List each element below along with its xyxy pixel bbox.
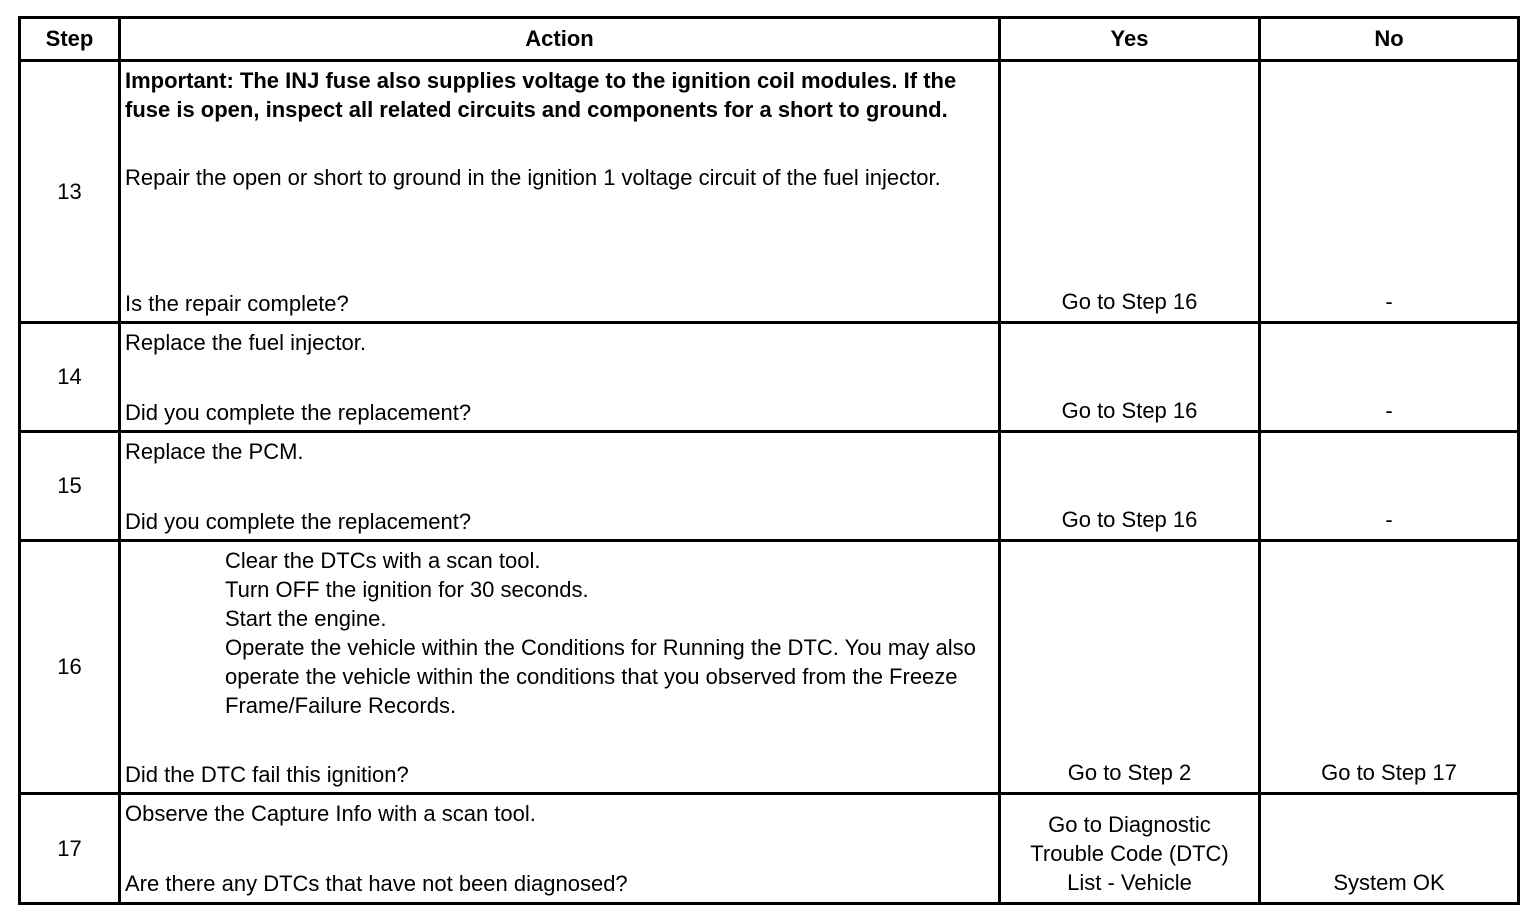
step-number: 14 [57,364,82,389]
important-note: Important: The INJ fuse also supplies voltage to the ignition coil modules. If the fuse is open, inspect all related circuits and components for a short to ground. [125,68,957,122]
no-result: - [1385,398,1393,423]
header-yes: Yes [1110,26,1149,51]
action-instruction: Replace the fuel injector. [125,330,366,355]
yes-result: Go to Step 2 [1067,760,1192,785]
substep: Turn OFF the ignition for 30 seconds. [225,577,589,602]
substep: Start the engine. [225,606,387,631]
step-number: 16 [57,654,82,679]
no-result: - [1385,507,1393,532]
action-instruction: Replace the PCM. [125,439,304,464]
action-instruction: Observe the Capture Info with a scan tool. [125,801,536,826]
action-question: Did you complete the replacement? [125,509,472,534]
header-action: Action [525,26,594,51]
header-no: No [1374,26,1404,51]
yes-result: Go to Step 16 [1061,507,1198,532]
action-cell [21,542,998,792]
no-result: System OK [1333,870,1445,895]
action-instruction: Repair the open or short to ground in the ignition 1 voltage circuit of the fuel injector. [125,165,941,190]
yes-result: Go to Diagnostic Trouble Code (DTC) List - Vehicle [1030,812,1229,895]
step-number: 17 [57,835,82,861]
diagnostic-table [18,16,1520,905]
header-step: Step [45,26,94,51]
yes-result: Go to Step 16 [1061,398,1198,423]
action-cell [21,62,998,321]
action-question: Did you complete the replacement? [125,400,472,425]
action-question: Did the DTC fail this ignition? [125,762,409,787]
step-number: 13 [57,178,82,204]
no-result: Go to Step 17 [1321,760,1457,785]
action-question: Are there any DTCs that have not been diagnosed? [125,871,628,896]
step-number: 15 [57,473,82,498]
substep: Operate the vehicle within the Conditions for Running the DTC. You may also operate the vehicle within the conditions that you observed from the Freeze Frame/Failure Records. [225,635,976,718]
action-question: Is the repair complete? [125,291,349,316]
yes-result: Go to Step 16 [1061,289,1198,314]
no-result: - [1385,289,1393,314]
substep: Clear the DTCs with a scan tool. [225,548,541,573]
